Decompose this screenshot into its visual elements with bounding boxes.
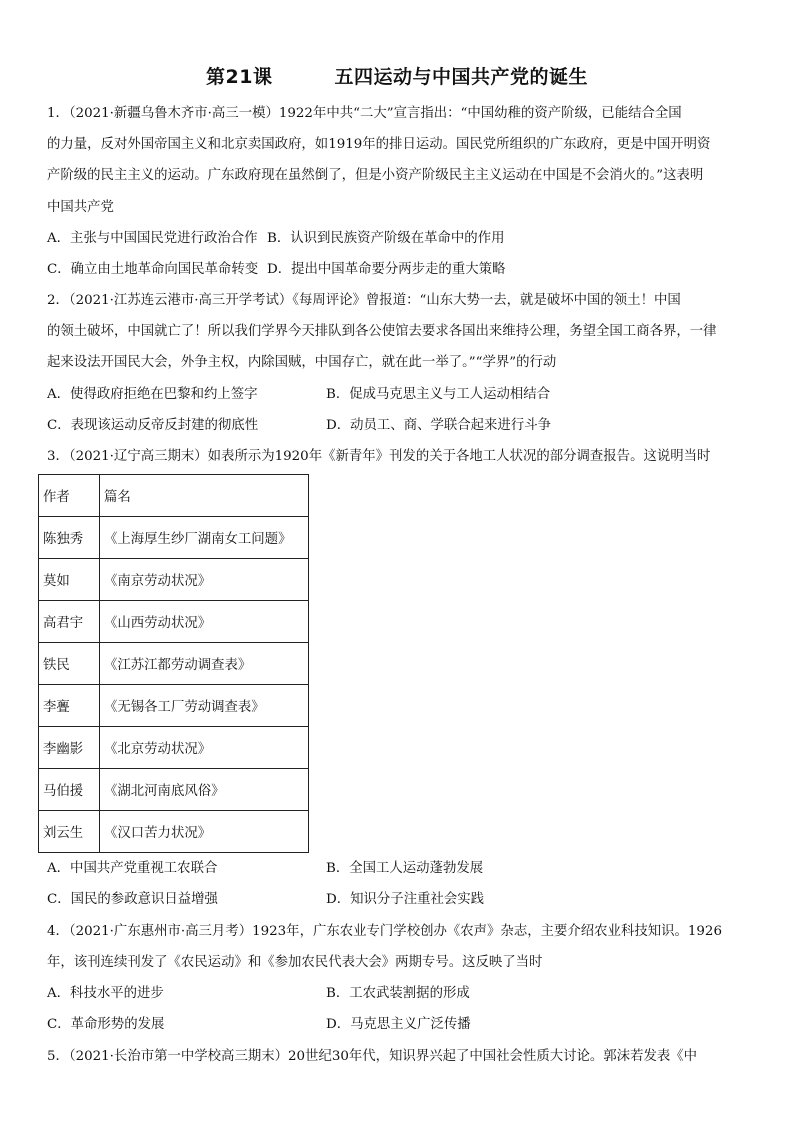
q2-stem-line: 的领土破坏，中国就亡了！所以我们学界今天排队到各公使馆去要求各国出来维持公理，务望全国工商各界，一律	[47, 324, 717, 339]
table-cell-title: 《汉口苦力状况》	[100, 811, 309, 853]
q1-stem-line: 产阶级的民主主义的运动。广东政府现在虽然倒了，但是小资产阶级民主主义运动在中国是不会消火的。”这表明	[47, 168, 704, 183]
q4-option-d: D．马克思主义广泛传播	[326, 1017, 471, 1032]
table-cell-title: 《江苏江都劳动调查表》	[100, 643, 309, 685]
survey-table	[38, 474, 309, 853]
table-cell-title: 《湖北河南底风俗》	[100, 769, 309, 811]
q3-option-d: D．知识分子注重社会实践	[326, 892, 485, 907]
table-row	[39, 517, 309, 559]
table-header-title: 篇名	[100, 475, 309, 517]
q5-stem-line: 5．（2021·长治市第一中学校高三期末）20世纪30年代，知识界兴起了中国社会性质大讨论。郭沫若发表《中	[47, 1049, 698, 1064]
table-cell-author: 马伯援	[39, 769, 100, 811]
q2-stem-line: 起来设法开国民大会，外争主权，内除国贼，中国存亡，就在此一举了。”“学界”的行动	[47, 355, 557, 370]
table-row	[39, 559, 309, 601]
table-header-author: 作者	[39, 475, 100, 517]
table-cell-title: 《山西劳动状况》	[100, 601, 309, 643]
q2-option-b: B．促成马克思主义与工人运动相结合	[326, 387, 551, 402]
table-row	[39, 727, 309, 769]
table-cell-author: 陈独秀	[39, 517, 100, 559]
table-cell-author: 刘云生	[39, 811, 100, 853]
q2-option-d: D．动员工、商、学联合起来进行斗争	[326, 418, 551, 433]
q4-option-a: A．科技水平的进步	[47, 986, 164, 1001]
q1-stem-line: 1．（2021·新疆乌鲁木齐市·高三一模）1922年中共“二大”宣言指出：“中国幼稚的资产阶级，已能结合全国	[47, 106, 682, 121]
q4-stem-line: 4．（2021·广东惠州市·高三月考）1923年，广东农业专门学校创办《农声》杂志，主要介绍农业科技知识。1926	[47, 924, 722, 939]
q1-stem-line: 中国共产党	[47, 200, 114, 215]
q4-option-c: C．革命形势的发展	[47, 1017, 165, 1032]
lesson-number: 第21课	[206, 66, 273, 88]
q4-stem-line: 年，该刊连续刊发了《农民运动》和《参加农民代表大会》两期专号。这反映了当时	[47, 955, 543, 970]
q1-option-b: B．认识到民族资产阶级在革命中的作用	[267, 231, 505, 246]
table-cell-author: 李亹	[39, 685, 100, 727]
table-row	[39, 601, 309, 643]
table-row	[39, 811, 309, 853]
q1-option-a: A．主张与中国国民党进行政治合作	[47, 231, 258, 246]
q3-option-b: B．全国工人运动蓬勃发展	[326, 861, 484, 876]
q2-stem-line: 2．（2021·江苏连云港市·高三开学考试）《每周评论》曾报道：“山东大势一去，就是破坏中国的领土！中国	[47, 293, 681, 308]
q3-option-a: A．中国共产党重视工农联合	[47, 861, 218, 876]
q4-option-b: B．工农武装割据的形成	[326, 986, 470, 1001]
q3-stem-line: 3．（2021·辽宁高三期末）如表所示为1920年《新青年》刊发的关于各地工人状况的部分调查报告。这说明当时	[47, 449, 711, 464]
lesson-topic: 五四运动与中国共产党的诞生	[334, 66, 588, 88]
table-cell-title: 《北京劳动状况》	[100, 727, 309, 769]
table-cell-title: 《上海厚生纱厂湖南女工问题》	[100, 517, 309, 559]
q3-option-c: C．国民的参政意识日益增强	[47, 892, 218, 907]
table-row	[39, 643, 309, 685]
q1-stem-line: 的力量，反对外国帝国主义和北京卖国政府，如1919年的排日运动。国民党所组织的广东政府，更是中国开明资	[47, 137, 711, 152]
table-cell-author: 铁民	[39, 643, 100, 685]
q1-option-c: C．确立由土地革命向国民革命转变	[47, 262, 259, 277]
page-title	[0, 62, 794, 89]
table-row	[39, 685, 309, 727]
q1-option-d: D．提出中国革命要分两步走的重大策略	[267, 262, 506, 277]
table-cell-author: 李幽影	[39, 727, 100, 769]
q2-option-c: C．表现该运动反帝反封建的彻底性	[47, 418, 259, 433]
table-cell-title: 《南京劳动状况》	[100, 559, 309, 601]
table-cell-title: 《无锡各工厂劳动调查表》	[100, 685, 309, 727]
table-cell-author: 高君宇	[39, 601, 100, 643]
q2-option-a: A．使得政府拒绝在巴黎和约上签字	[47, 387, 258, 402]
table-cell-author: 莫如	[39, 559, 100, 601]
table-row	[39, 769, 309, 811]
table-header-row	[39, 475, 309, 517]
